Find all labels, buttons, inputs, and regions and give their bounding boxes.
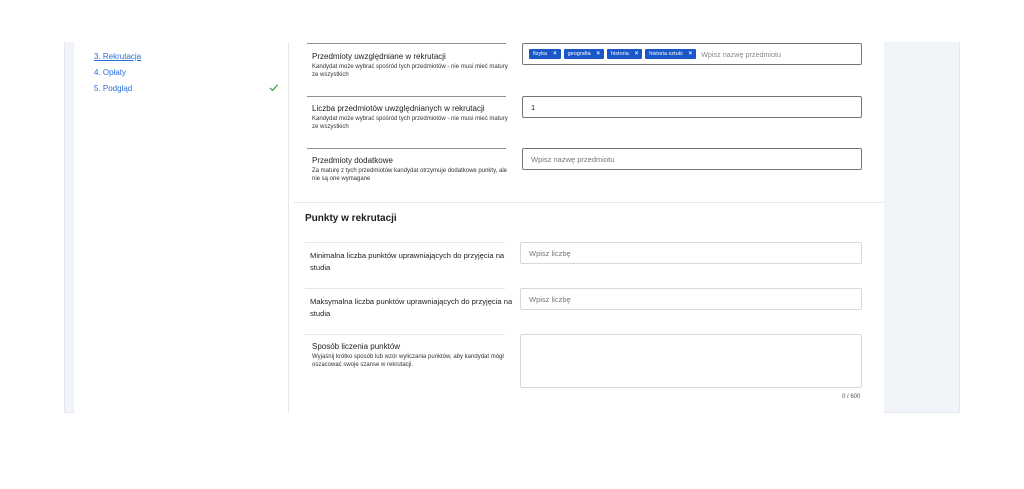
subjects-description: Kandydat może wybrać spośród tych przedmiotów - nie musi mieć matury ze wszystkich [312, 64, 508, 78]
char-counter: 0 / 600 [842, 394, 861, 400]
sidebar-divider [288, 42, 289, 413]
chip-label: fizyka [533, 51, 548, 57]
max-points-label: Maksymalna liczba punktów uprawniających do przyjęcia na studia [310, 297, 513, 318]
min-points-label: Minimalna liczba punktów uprawniających do przyjęcia na studia [310, 251, 505, 272]
subjects-label: Przedmioty uwzględniane w rekrutacji [312, 52, 446, 61]
chip-label: historia [611, 51, 629, 57]
sidebar-item-oplaty[interactable]: 4. Opłaty [94, 68, 127, 77]
subject-chip [564, 49, 604, 59]
subject-chip [645, 49, 696, 59]
sidebar-item-rekrutacja[interactable]: 3. Rekrutacja [94, 52, 142, 61]
row-separator [305, 288, 505, 289]
chip-remove-icon[interactable]: × [553, 51, 557, 57]
min-points-placeholder: Wpisz liczbę [529, 248, 571, 258]
extra-subjects-label: Przedmioty dodatkowe [312, 156, 393, 165]
min-points-input[interactable] [520, 242, 862, 264]
chip-remove-icon[interactable]: × [596, 51, 601, 57]
method-textarea[interactable] [520, 334, 862, 388]
check-icon [268, 82, 279, 93]
chip-remove-icon[interactable]: × [688, 51, 693, 57]
method-description: Wyjaśnij krótko sposób lub wzór wyliczania punktów, aby kandydat mógł oszacować swoje szanse w rekrutacji. [312, 354, 504, 368]
method-label: Sposób liczenia punktów [312, 342, 401, 351]
max-points-input[interactable] [520, 288, 862, 310]
row-separator [307, 148, 506, 149]
extra-subjects-input[interactable] [522, 148, 862, 170]
max-points-placeholder: Wpisz liczbę [529, 294, 571, 304]
subject-count-value: 1 [531, 102, 536, 112]
subject-chip [607, 49, 642, 59]
subject-count-label: Liczba przedmiotów uwzględnianych w rekrutacji [312, 104, 485, 113]
subject-count-description: Kandydat może wybrać spośród tych przedmiotów - nie musi mieć matury ze wszystkich [312, 116, 508, 130]
sidebar-item-podglad[interactable]: 5. Podgląd [94, 84, 133, 93]
chip-label: historia sztuki [649, 51, 683, 57]
row-separator [307, 43, 506, 44]
row-separator [305, 334, 505, 335]
extra-subjects-placeholder: Wpisz nazwę przedmiotu [531, 154, 615, 164]
points-section-title: Punkty w rekrutacji [305, 213, 397, 224]
subject-count-input[interactable] [522, 96, 862, 118]
chip-label: geografia [567, 51, 591, 57]
section-divider [294, 202, 883, 203]
chip-remove-icon[interactable]: × [634, 51, 639, 57]
subjects-input[interactable] [522, 43, 862, 65]
subject-chip [529, 49, 561, 59]
extra-subjects-description: Za maturę z tych przedmiotów kandydat otrzymuje dodatkowe punkty, ale nie są one wymagane [312, 168, 507, 182]
row-separator [305, 242, 505, 243]
row-separator [307, 96, 506, 97]
subjects-placeholder: Wpisz nazwę przedmiotu [701, 49, 782, 59]
